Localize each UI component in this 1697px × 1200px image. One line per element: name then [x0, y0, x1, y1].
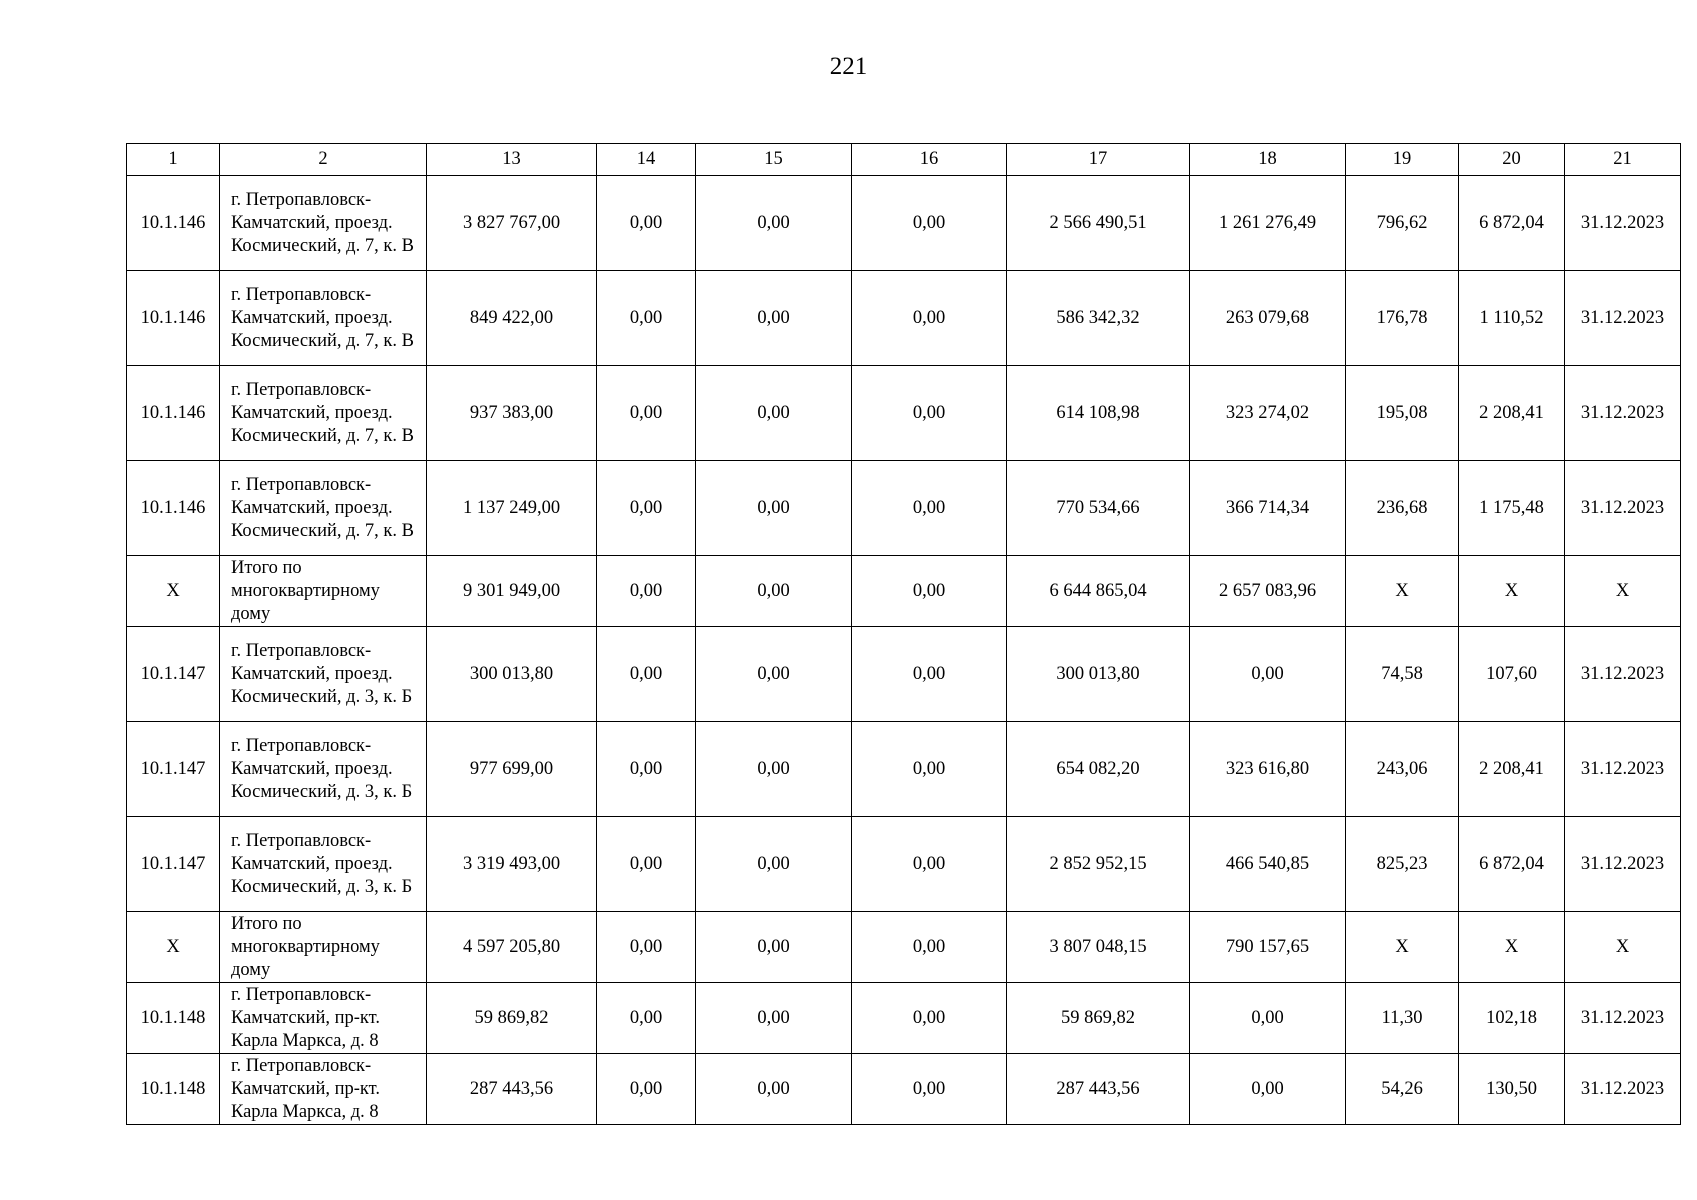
- value-cell: 0,00: [852, 366, 1007, 461]
- value-cell: 74,58: [1346, 627, 1459, 722]
- value-cell: 0,00: [852, 627, 1007, 722]
- address-cell: Итого по многоквартирному дому: [220, 556, 427, 627]
- value-cell: 0,00: [696, 912, 852, 983]
- value-cell: 0,00: [852, 722, 1007, 817]
- value-cell: 1 175,48: [1459, 461, 1565, 556]
- value-cell: 2 566 490,51: [1007, 176, 1190, 271]
- data-table: [126, 143, 1681, 1125]
- col-header: 13: [427, 144, 597, 176]
- address-cell: Итого по многоквартирному дому: [220, 912, 427, 983]
- value-cell: 0,00: [597, 912, 696, 983]
- table-row: [127, 983, 1681, 1054]
- col-header: 16: [852, 144, 1007, 176]
- table-row: [127, 1054, 1681, 1125]
- value-cell: 614 108,98: [1007, 366, 1190, 461]
- date-cell: 31.12.2023: [1565, 461, 1681, 556]
- value-cell: 176,78: [1346, 271, 1459, 366]
- value-cell: 0,00: [852, 983, 1007, 1054]
- value-cell: 0,00: [1190, 1054, 1346, 1125]
- value-cell: 3 827 767,00: [427, 176, 597, 271]
- value-cell: 0,00: [696, 1054, 852, 1125]
- value-cell: 54,26: [1346, 1054, 1459, 1125]
- value-cell: 3 319 493,00: [427, 817, 597, 912]
- value-cell: 0,00: [1190, 627, 1346, 722]
- value-cell: 287 443,56: [1007, 1054, 1190, 1125]
- value-cell: 0,00: [597, 271, 696, 366]
- value-cell: 825,23: [1346, 817, 1459, 912]
- value-cell: 6 872,04: [1459, 176, 1565, 271]
- header-row: [127, 144, 1681, 176]
- value-cell: 4 597 205,80: [427, 912, 597, 983]
- row-number: 10.1.146: [127, 461, 220, 556]
- value-cell: 0,00: [597, 722, 696, 817]
- col-header: 14: [597, 144, 696, 176]
- date-cell: 31.12.2023: [1565, 366, 1681, 461]
- value-cell: 0,00: [852, 176, 1007, 271]
- value-cell: 0,00: [852, 461, 1007, 556]
- value-cell: 366 714,34: [1190, 461, 1346, 556]
- col-header: 21: [1565, 144, 1681, 176]
- address-cell: г. Петропавловск-Камчатский, проезд. Космический, д. 7, к. В: [220, 366, 427, 461]
- col-header: 19: [1346, 144, 1459, 176]
- date-cell: 31.12.2023: [1565, 817, 1681, 912]
- value-cell: 59 869,82: [427, 983, 597, 1054]
- value-cell: 977 699,00: [427, 722, 597, 817]
- value-cell: 102,18: [1459, 983, 1565, 1054]
- col-header: 1: [127, 144, 220, 176]
- table-row: [127, 176, 1681, 271]
- row-number: 10.1.146: [127, 176, 220, 271]
- col-header: 15: [696, 144, 852, 176]
- date-cell: 31.12.2023: [1565, 627, 1681, 722]
- value-cell: 0,00: [1190, 983, 1346, 1054]
- row-number: 10.1.147: [127, 627, 220, 722]
- value-cell: Х: [1346, 912, 1459, 983]
- value-cell: 0,00: [597, 461, 696, 556]
- value-cell: 0,00: [696, 461, 852, 556]
- value-cell: Х: [1346, 556, 1459, 627]
- value-cell: 300 013,80: [1007, 627, 1190, 722]
- address-cell: г. Петропавловск-Камчатский, пр-кт. Карла Маркса, д. 8: [220, 1054, 427, 1125]
- value-cell: Х: [1459, 912, 1565, 983]
- col-header: 2: [220, 144, 427, 176]
- value-cell: 770 534,66: [1007, 461, 1190, 556]
- address-cell: г. Петропавловск-Камчатский, проезд. Космический, д. 3, к. Б: [220, 722, 427, 817]
- row-number: 10.1.146: [127, 271, 220, 366]
- value-cell: 0,00: [597, 817, 696, 912]
- value-cell: 0,00: [852, 271, 1007, 366]
- value-cell: 0,00: [696, 271, 852, 366]
- value-cell: 59 869,82: [1007, 983, 1190, 1054]
- date-cell: 31.12.2023: [1565, 176, 1681, 271]
- value-cell: 243,06: [1346, 722, 1459, 817]
- value-cell: 2 657 083,96: [1190, 556, 1346, 627]
- value-cell: 195,08: [1346, 366, 1459, 461]
- date-cell: 31.12.2023: [1565, 983, 1681, 1054]
- value-cell: 0,00: [696, 722, 852, 817]
- value-cell: 9 301 949,00: [427, 556, 597, 627]
- value-cell: 130,50: [1459, 1054, 1565, 1125]
- address-cell: г. Петропавловск-Камчатский, проезд. Космический, д. 7, к. В: [220, 461, 427, 556]
- date-cell: Х: [1565, 912, 1681, 983]
- value-cell: 0,00: [852, 556, 1007, 627]
- value-cell: 849 422,00: [427, 271, 597, 366]
- value-cell: 323 616,80: [1190, 722, 1346, 817]
- table-row: [127, 722, 1681, 817]
- value-cell: 11,30: [1346, 983, 1459, 1054]
- value-cell: 6 644 865,04: [1007, 556, 1190, 627]
- value-cell: 0,00: [696, 817, 852, 912]
- date-cell: 31.12.2023: [1565, 1054, 1681, 1125]
- value-cell: 796,62: [1346, 176, 1459, 271]
- value-cell: 1 137 249,00: [427, 461, 597, 556]
- value-cell: 0,00: [597, 627, 696, 722]
- value-cell: 236,68: [1346, 461, 1459, 556]
- row-number: 10.1.146: [127, 366, 220, 461]
- row-number: 10.1.148: [127, 983, 220, 1054]
- value-cell: 0,00: [597, 176, 696, 271]
- value-cell: 790 157,65: [1190, 912, 1346, 983]
- table-row: [127, 366, 1681, 461]
- col-header: 20: [1459, 144, 1565, 176]
- value-cell: 2 208,41: [1459, 722, 1565, 817]
- value-cell: 0,00: [597, 983, 696, 1054]
- table-row: [127, 817, 1681, 912]
- address-cell: г. Петропавловск-Камчатский, проезд. Космический, д. 3, к. Б: [220, 817, 427, 912]
- row-number: 10.1.147: [127, 722, 220, 817]
- table-row: [127, 271, 1681, 366]
- value-cell: 0,00: [696, 176, 852, 271]
- value-cell: 0,00: [852, 912, 1007, 983]
- value-cell: 263 079,68: [1190, 271, 1346, 366]
- value-cell: 1 261 276,49: [1190, 176, 1346, 271]
- value-cell: 466 540,85: [1190, 817, 1346, 912]
- value-cell: 0,00: [696, 556, 852, 627]
- table-row-total: [127, 912, 1681, 983]
- value-cell: 300 013,80: [427, 627, 597, 722]
- value-cell: Х: [1459, 556, 1565, 627]
- row-number: Х: [127, 556, 220, 627]
- address-cell: г. Петропавловск-Камчатский, пр-кт. Карла Маркса, д. 8: [220, 983, 427, 1054]
- value-cell: 586 342,32: [1007, 271, 1190, 366]
- value-cell: 0,00: [696, 983, 852, 1054]
- value-cell: 0,00: [597, 556, 696, 627]
- value-cell: 0,00: [597, 366, 696, 461]
- date-cell: Х: [1565, 556, 1681, 627]
- page-number: 221: [829, 53, 868, 80]
- row-number: 10.1.147: [127, 817, 220, 912]
- table-row-total: [127, 556, 1681, 627]
- col-header: 18: [1190, 144, 1346, 176]
- value-cell: 0,00: [696, 366, 852, 461]
- value-cell: 0,00: [696, 627, 852, 722]
- value-cell: 0,00: [597, 1054, 696, 1125]
- value-cell: 2 208,41: [1459, 366, 1565, 461]
- date-cell: 31.12.2023: [1565, 271, 1681, 366]
- value-cell: 0,00: [852, 817, 1007, 912]
- value-cell: 0,00: [852, 1054, 1007, 1125]
- value-cell: 1 110,52: [1459, 271, 1565, 366]
- value-cell: 323 274,02: [1190, 366, 1346, 461]
- address-cell: г. Петропавловск-Камчатский, проезд. Космический, д. 7, к. В: [220, 271, 427, 366]
- value-cell: 6 872,04: [1459, 817, 1565, 912]
- table-row: [127, 627, 1681, 722]
- row-number: 10.1.148: [127, 1054, 220, 1125]
- value-cell: 937 383,00: [427, 366, 597, 461]
- value-cell: 287 443,56: [427, 1054, 597, 1125]
- table-row: [127, 461, 1681, 556]
- value-cell: 3 807 048,15: [1007, 912, 1190, 983]
- row-number: Х: [127, 912, 220, 983]
- address-cell: г. Петропавловск-Камчатский, проезд. Космический, д. 7, к. В: [220, 176, 427, 271]
- value-cell: 654 082,20: [1007, 722, 1190, 817]
- value-cell: 107,60: [1459, 627, 1565, 722]
- date-cell: 31.12.2023: [1565, 722, 1681, 817]
- col-header: 17: [1007, 144, 1190, 176]
- value-cell: 2 852 952,15: [1007, 817, 1190, 912]
- address-cell: г. Петропавловск-Камчатский, проезд. Космический, д. 3, к. Б: [220, 627, 427, 722]
